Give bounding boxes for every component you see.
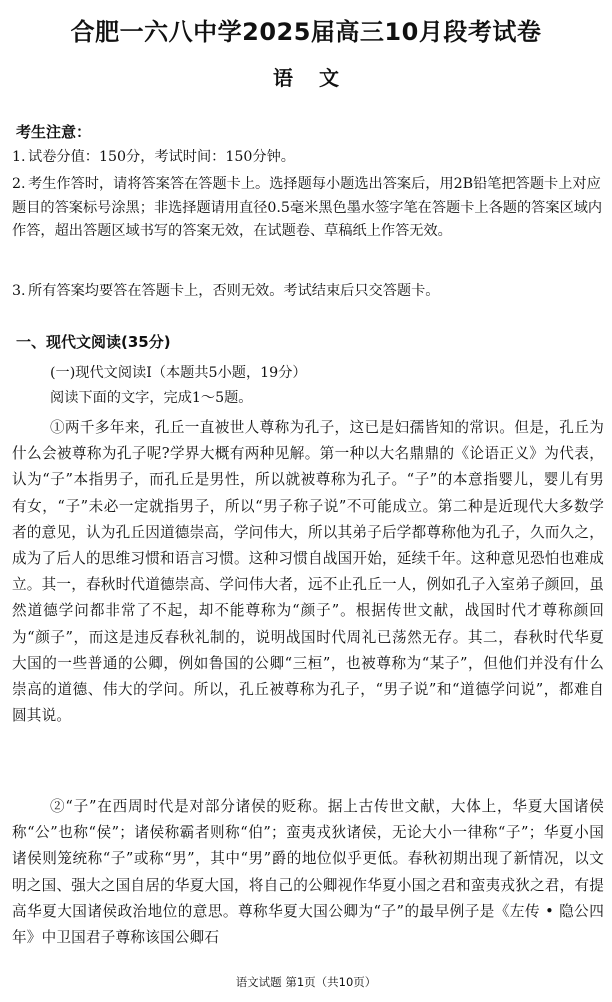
notice-heading: 考生注意： [16,123,92,141]
notice-item-text: 所有答案均要答在答题卡上，否则无效。考试结束后只交答题卡。 [28,283,440,299]
reading-instruction: 阅读下面的文字，完成1～5题。 [50,390,253,406]
passage-paragraph-2: ②“子”在西周时代是对部分诸侯的贬称。据上古传世文献，大体上，华夏大国诸侯称“公”也称“侯”；诸侯称霸者则称“伯”；蛮夷戎狄诸侯，无论大小一律称“子”；华夏小国诸侯则笼统称“子”或称“男”，其中“男”爵的地位似乎更低。春秋初期出现了新情况，以文明之国、强大之国自居的华夏大国，将自己的公卿视作华夏小国之君和蛮夷戎狄之君，有提高华夏大国诸侯政治地位的意思。尊称华夏大国公卿为“子”的最早例子是《左传 • 隐公四年》中卫国君子尊称该国公卿石 [12,798,604,947]
notice-item-text: 试卷分值：150分，考试时间：150分钟。 [28,149,295,165]
notice-item-1 [12,146,604,170]
notice-item-number: 1. [12,149,26,165]
page-footer: 语文试题 第1页（共10页） [235,975,377,989]
notice-item-2 [12,173,604,244]
notice-item-text: 考生作答时，请将答案答在答题卡上。选择题每小题选出答案后，用2B铅笔把答题卡上对应题目的答案标号涂黑；非选择题请用直径0.5毫米黑色墨水签字笔在答题卡上各题的答案区域内作答，超出答题区域书写的答案无效，在试题卷、草稿纸上作答无效。 [12,176,603,239]
notice-item-3 [12,280,604,304]
section-subheading: (一)现代文阅读I（本题共5小题，19分） [50,365,307,381]
notice-item-number: 3. [12,283,26,299]
notice-item-number: 2. [12,176,26,192]
section-heading: 一、现代文阅读(35分) [16,333,171,351]
exam-title: 合肥一六八中学2025届高三10月段考试卷 [70,18,542,46]
subject-title: 语文 [273,66,365,90]
passage-paragraph-1: ①两千多年来，孔丘一直被世人尊称为孔子，这已是妇孺皆知的常识。但是，孔丘为什么会被尊称为孔子呢?学界大概有两种见解。第一种以大名鼎鼎的《论语正义》为代表，认为“子”本指男子，而孔丘是男性，所以就被尊称为孔子。“子”的本意指婴儿，婴儿有男有女，“子”未必一定就指男子，所以“男子称子说”不可能成立。第二种是近现代大多数学者的意见，认为孔丘因道德崇高，学问伟大，所以其弟子后学都尊称他为孔子，久而久之，成为了后人的思维习惯和语言习惯。这种习惯自战国开始，延续千年。这种意见恐怕也难成立。其一，春秋时代道德崇高、学问伟大者，远不止孔丘一人，例如孔子入室弟子颜回，虽然道德学问都非常了不起，却不能尊称为“颜子”。根据传世文献，战国时代才尊称颜回为“颜子”，而这是违反春秋礼制的，说明战国时代周礼已荡然无存。其二，春秋时代华夏大国的一些普通的公卿，例如鲁国的公卿“三桓”，也被尊称为“某子”，但他们并没有什么崇高的道德、伟大的学问。所以，孔丘被尊称为孔子，“男子说”和“道德学问说”，都难自圆其说。 [12,419,604,725]
